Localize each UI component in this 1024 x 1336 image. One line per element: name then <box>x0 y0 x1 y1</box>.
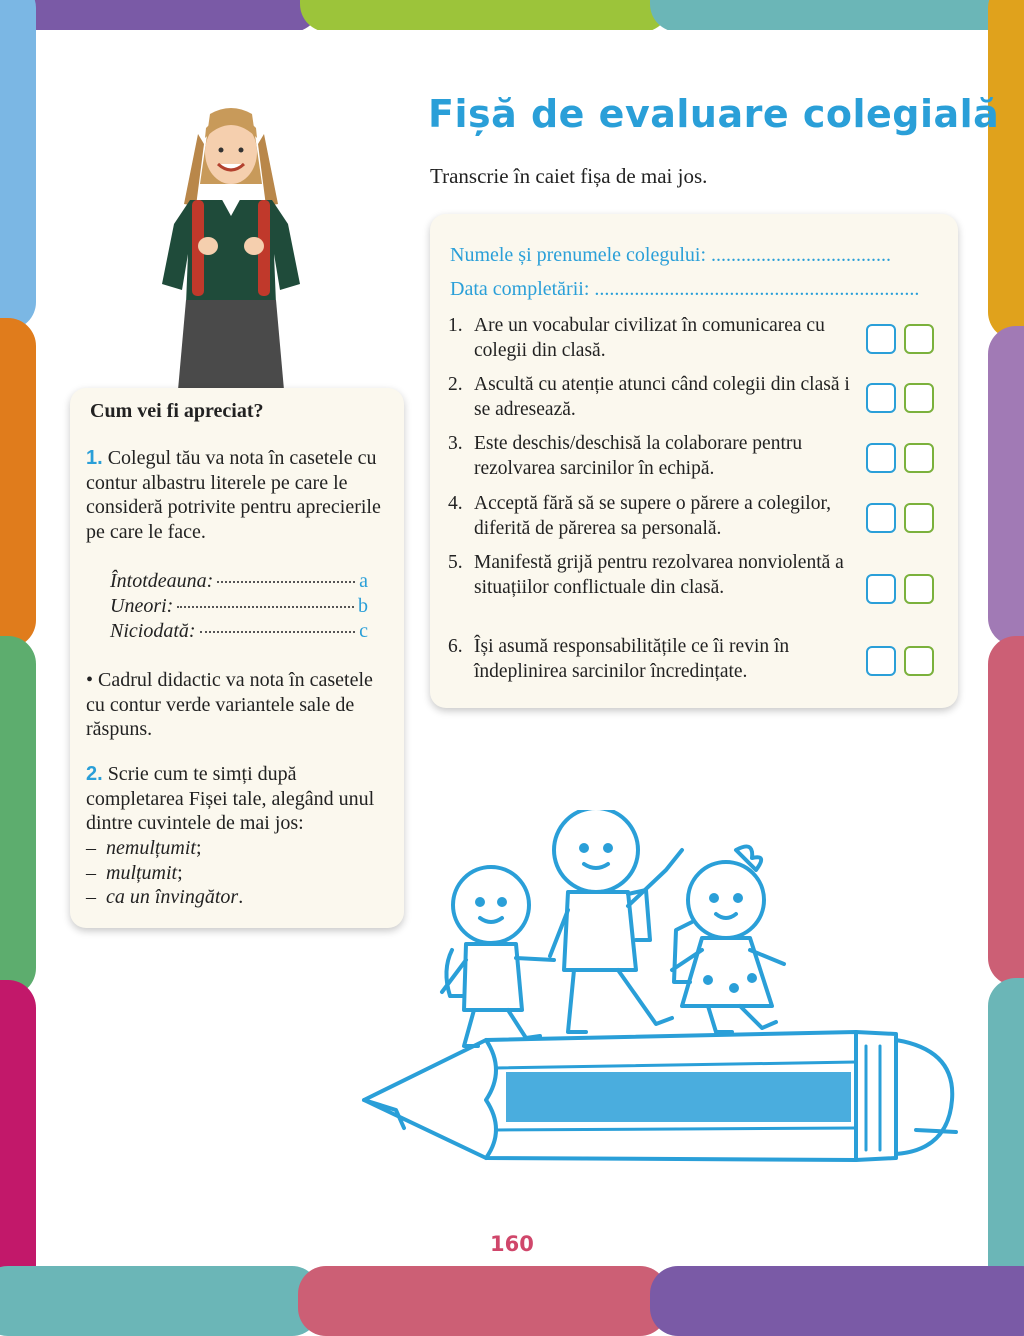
teacher-answer-box-2[interactable] <box>904 383 934 413</box>
student-answer-box-2[interactable] <box>866 383 896 413</box>
assessment-info-card <box>70 388 404 928</box>
paragraph-1-number: 1. <box>86 447 103 469</box>
option-always: Întotdeauna: a <box>110 570 368 592</box>
paragraph-1 <box>86 446 392 544</box>
teacher-answer-box-5[interactable] <box>904 574 934 604</box>
teacher-answer-box-6[interactable] <box>904 646 934 676</box>
criterion-text: Ascultă cu atenție atunci când colegii din clasă i se adresează. <box>474 374 850 420</box>
feeling-option-1: – nemulțumit; <box>86 837 202 859</box>
paragraph-2-number: 2. <box>86 763 103 785</box>
option-letter: c <box>359 620 368 642</box>
frame-bottom-purple <box>650 1266 1024 1336</box>
paragraph-2 <box>86 762 392 836</box>
frame-top-teal <box>650 0 1024 32</box>
schoolgirl-photo <box>150 104 312 390</box>
page-title: Fișă de evaluare colegială <box>428 92 1000 136</box>
frame-left-orange <box>0 318 36 648</box>
frame-bottom-teal <box>0 1266 320 1336</box>
frame-right-rose <box>988 636 1024 986</box>
teacher-answer-box-1[interactable] <box>904 324 934 354</box>
feeling-word: ca un învingător <box>106 886 239 908</box>
instruction-text: Transcrie în caiet fișa de mai jos. <box>430 164 708 188</box>
feeling-option-3: – ca un învingător. <box>86 886 244 908</box>
feeling-word: nemulțumit <box>106 837 196 859</box>
criterion-item-6 <box>448 635 868 684</box>
colleague-name-line: Numele și prenumele colegului: .................................... <box>450 244 892 266</box>
paragraph-2-text: Scrie cum te simți după completarea Fișei tale, alegând unul dintre cuvintele de mai jos: <box>86 763 375 834</box>
frame-top-green <box>300 0 670 32</box>
criterion-number: 5. <box>448 552 463 573</box>
colleague-name-label: Numele și prenumele colegului: <box>450 244 707 266</box>
criterion-item-2 <box>448 373 868 422</box>
option-letter: b <box>358 595 368 617</box>
frame-bottom-rose <box>298 1266 668 1336</box>
criterion-text: Are un vocabular civilizat în comunicarea cu colegii din clasă. <box>474 315 825 361</box>
teacher-answer-box-3[interactable] <box>904 443 934 473</box>
criterion-text: Acceptă fără să se supere o părere a colegilor, diferită de părerea sa personală. <box>474 493 832 539</box>
criterion-item-1 <box>448 314 868 363</box>
page-number: 160 <box>490 1232 534 1256</box>
criterion-text: Este deschis/deschisă la colaborare pentru rezolvarea sarcinilor în echipă. <box>474 433 803 479</box>
criterion-item-4 <box>448 492 868 541</box>
teacher-answer-box-4[interactable] <box>904 503 934 533</box>
paragraph-1-text: Colegul tău va nota în casetele cu contur albastru literele pe care le consideră potrivite pentru aprecierile pe care le face. <box>86 447 381 543</box>
feeling-option-2: – mulțumit; <box>86 862 183 884</box>
student-answer-box-1[interactable] <box>866 324 896 354</box>
option-never: Niciodată: c <box>110 620 368 642</box>
feeling-word: mulțumit <box>106 862 178 884</box>
frame-right-orange <box>988 0 1024 340</box>
criterion-number: 4. <box>448 493 463 514</box>
bullet-symbol: • <box>86 669 94 691</box>
criterion-item-5 <box>448 551 868 600</box>
criterion-number: 1. <box>448 315 463 336</box>
teacher-note-text: Cadrul didactic va nota în casetele cu contur verde variantele sale de răspuns. <box>86 669 373 740</box>
evaluation-form-card <box>430 214 958 708</box>
frame-right-purple <box>988 326 1024 646</box>
assessment-title: Cum vei fi apreciat? <box>90 400 264 422</box>
frame-top-purple <box>0 0 320 32</box>
option-letter: a <box>359 570 368 592</box>
date-line: Data completării: ................................................................. <box>450 278 920 300</box>
student-answer-box-5[interactable] <box>866 574 896 604</box>
student-answer-box-6[interactable] <box>866 646 896 676</box>
frame-left-blue <box>0 0 36 330</box>
criterion-number: 2. <box>448 374 463 395</box>
criterion-number: 6. <box>448 636 463 657</box>
student-answer-box-3[interactable] <box>866 443 896 473</box>
criterion-item-3 <box>448 432 868 481</box>
criterion-text: Manifestă grijă pentru rezolvarea nonviolentă a situațiilor conflictuale din clasă. <box>474 552 844 598</box>
teacher-note <box>86 668 392 742</box>
criterion-number: 3. <box>448 433 463 454</box>
student-answer-box-4[interactable] <box>866 503 896 533</box>
frame-left-green <box>0 636 36 996</box>
criterion-text: Își asumă responsabilitățile ce îi revin în îndeplinirea sarcinilor încredințate. <box>474 636 790 682</box>
date-label: Data completării: <box>450 278 590 300</box>
children-on-pencil-illustration <box>356 810 966 1170</box>
option-sometimes: Uneori: b <box>110 595 368 617</box>
